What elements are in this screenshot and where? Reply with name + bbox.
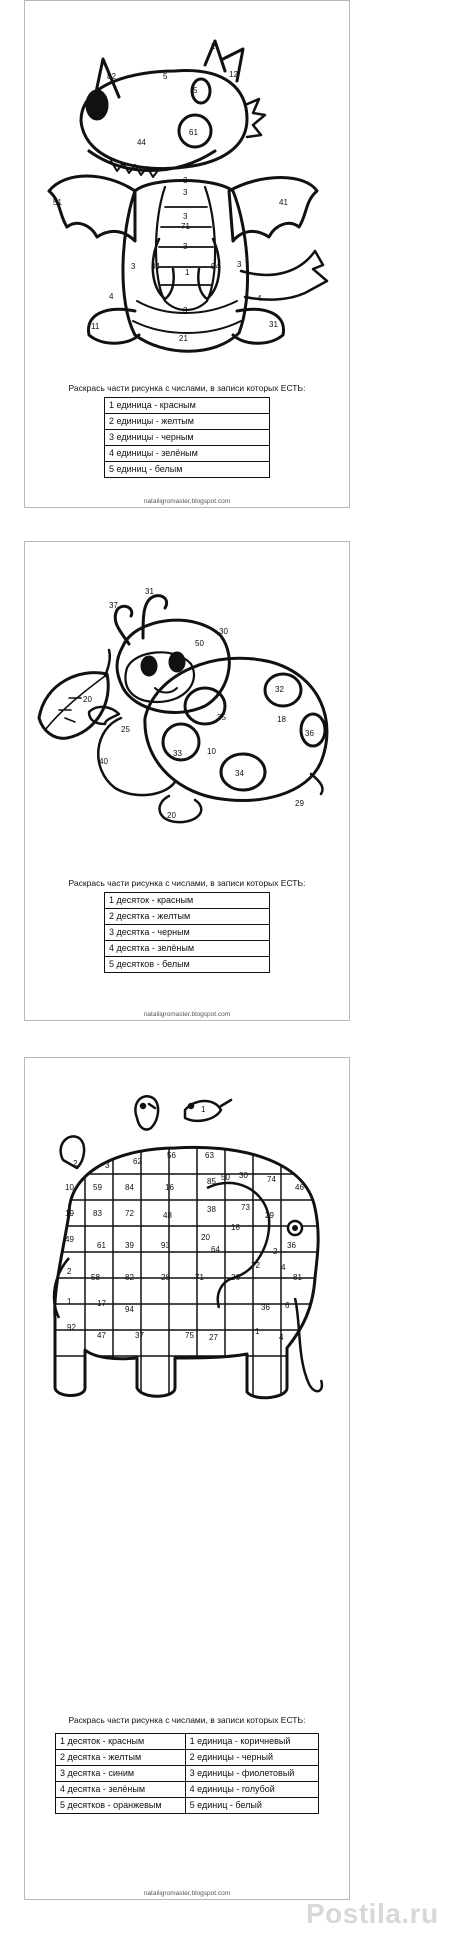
region-number: 92 — [67, 1323, 76, 1332]
region-number: 3 — [237, 260, 242, 269]
elephant-pupil — [292, 1225, 298, 1231]
color-key-row: 2 десятка - желтым — [105, 909, 270, 925]
region-number: 3 — [183, 176, 188, 185]
region-number: 38 — [207, 1205, 216, 1214]
region-number: 34 — [151, 262, 160, 271]
ladybug-body — [98, 718, 175, 795]
region-number: 2 — [73, 1159, 78, 1168]
region-number: 20 — [167, 811, 176, 820]
leaf — [39, 673, 108, 739]
color-key-units: 4 единицы - голубой — [185, 1782, 318, 1798]
watermark-logo: Postila.ru — [306, 1898, 439, 1929]
color-key-units: 1 единица - коричневый — [185, 1734, 318, 1750]
region-number: 51 — [53, 198, 62, 207]
region-number: 3 — [183, 212, 188, 221]
region-number: 56 — [167, 1151, 176, 1160]
region-number: 3 — [183, 242, 188, 251]
region-number: 47 — [97, 1331, 106, 1340]
region-number: 63 — [205, 1151, 214, 1160]
region-number: 1 — [185, 268, 190, 277]
region-number: 4 — [109, 292, 114, 301]
region-number: 26 — [231, 1273, 240, 1282]
region-number: 59 — [93, 1183, 102, 1192]
dragon-drawing — [25, 1, 349, 381]
region-number: 3 — [183, 188, 188, 197]
region-number: 35 — [217, 713, 226, 722]
color-key-row: 4 десятка - зелёным — [105, 941, 270, 957]
region-number: 12 — [229, 70, 238, 79]
region-number: 64 — [211, 1245, 220, 1254]
dragon-head — [81, 71, 247, 169]
region-number: 4 — [281, 1263, 286, 1272]
region-number: 81 — [293, 1273, 302, 1282]
region-number: 32 — [275, 685, 284, 694]
region-number: 31 — [269, 320, 278, 329]
region-number: 93 — [161, 1241, 170, 1250]
region-number: 11 — [91, 322, 100, 331]
region-number: 5 — [193, 86, 198, 95]
region-number: 36 — [305, 729, 314, 738]
color-key-units: 3 единицы - фиолетовый — [185, 1766, 318, 1782]
bird-left — [135, 1096, 158, 1129]
region-number: 37 — [109, 601, 118, 610]
region-number: 18 — [277, 715, 286, 724]
instruction-text: Раскрась части рисунка с числами, в записи которых ЕСТЬ: — [68, 878, 306, 888]
region-number: 5 — [163, 72, 168, 81]
region-number: 16 — [165, 1183, 174, 1192]
color-key-tens: 3 десятка - синим — [56, 1766, 186, 1782]
region-number: 3 — [105, 1161, 110, 1170]
site-footer: nataliigromaster.blogspot.com — [143, 1011, 231, 1018]
region-number: 31 — [145, 587, 154, 596]
region-number: 25 — [121, 725, 130, 734]
color-key-row: 3 единицы - черным — [105, 430, 270, 446]
color-key-row: 5 единиц - белым — [105, 462, 270, 478]
ladybug-eye-right — [170, 653, 184, 671]
region-number: 37 — [135, 1331, 144, 1340]
region-number: 50 — [221, 1173, 230, 1182]
leaf-stem — [105, 650, 110, 676]
color-key-table — [104, 892, 270, 973]
bird-eye — [189, 1104, 193, 1108]
bird-beak — [149, 1104, 155, 1108]
region-number: 83 — [93, 1209, 102, 1218]
color-key-table — [55, 1733, 319, 1814]
color-key-table — [104, 397, 270, 478]
region-number: 72 — [125, 1209, 134, 1218]
region-number: 41 — [279, 198, 288, 207]
region-number: 94 — [211, 262, 220, 271]
region-number: 49 — [65, 1235, 74, 1244]
worksheet-elephant — [24, 1057, 350, 1900]
region-number: 21 — [179, 334, 188, 343]
region-number: 74 — [267, 1175, 276, 1184]
region-number: 72 — [251, 1261, 260, 1270]
color-key-row: 4 единицы - зелёным — [105, 446, 270, 462]
region-number: 44 — [137, 138, 146, 147]
region-number: 71 — [181, 222, 190, 231]
region-number: 28 — [161, 1273, 170, 1282]
region-number: 46 — [295, 1183, 304, 1192]
region-number: 1 — [255, 1327, 260, 1336]
region-number: 4 — [279, 1333, 284, 1342]
color-key-row: 5 десятков - белым — [105, 957, 270, 973]
region-number: 2 — [273, 1247, 278, 1256]
region-number: 27 — [209, 1333, 218, 1342]
ladybug-antenna-right — [143, 596, 167, 638]
region-number: 2 — [67, 1267, 72, 1276]
region-number: 29 — [295, 799, 304, 808]
region-number: 20 — [83, 695, 92, 704]
color-key-units: 2 единицы - черный — [185, 1750, 318, 1766]
region-number: 50 — [195, 639, 204, 648]
region-number: 18 — [231, 1223, 240, 1232]
color-key-tens: 2 десятка - желтым — [56, 1750, 186, 1766]
region-number: 6 — [285, 1301, 290, 1310]
region-number: 94 — [125, 1305, 134, 1314]
region-number: 62 — [133, 1157, 142, 1166]
region-number: 39 — [125, 1241, 134, 1250]
dragon-eye-left — [87, 91, 107, 119]
region-number: 4 — [257, 294, 262, 303]
color-key-row: 2 единицы - желтым — [105, 414, 270, 430]
instruction-text: Раскрась части рисунка с числами, в записи которых ЕСТЬ: — [68, 383, 306, 393]
color-key-row: 1 десяток - красным — [105, 893, 270, 909]
dragon-tail — [241, 251, 327, 300]
region-number: 30 — [219, 627, 228, 636]
instruction-text: Раскрась части рисунка с числами, в записи которых ЕСТЬ: — [68, 1715, 306, 1725]
color-key-row: 1 единица - красным — [105, 398, 270, 414]
color-key-units: 5 единиц - белый — [185, 1798, 318, 1814]
region-number: 10 — [65, 1183, 74, 1192]
region-number: 33 — [173, 749, 182, 758]
region-number: 3 — [183, 306, 188, 315]
region-number: 10 — [207, 747, 216, 756]
ladybug-foot-right — [311, 774, 323, 794]
region-number: 3 — [131, 262, 136, 271]
region-number: 17 — [97, 1299, 106, 1308]
ladybug-eye-left — [142, 657, 156, 675]
region-number: 36 — [287, 1241, 296, 1250]
worksheet-ladybug — [24, 541, 350, 1021]
dragon-wing-right — [229, 178, 317, 242]
color-key-tens: 4 десятка - зелёным — [56, 1782, 186, 1798]
region-number: 2 — [211, 42, 216, 51]
site-footer: nataliigromaster.blogspot.com — [143, 1890, 231, 1897]
bird-eye — [141, 1104, 145, 1108]
region-number: 84 — [125, 1183, 134, 1192]
color-key-tens: 5 десятков - оранжевым — [56, 1798, 186, 1814]
region-number: 58 — [91, 1273, 100, 1282]
region-number: 71 — [195, 1273, 204, 1282]
region-number: 61 — [97, 1241, 106, 1250]
color-key-tens: 1 десяток - красным — [56, 1734, 186, 1750]
region-number: 29 — [265, 1211, 274, 1220]
region-number: 75 — [185, 1331, 194, 1340]
color-key-row: 3 десятка - черным — [105, 925, 270, 941]
region-number: 34 — [235, 769, 244, 778]
region-number: 19 — [65, 1209, 74, 1218]
region-number: 85 — [207, 1177, 216, 1186]
region-number: 20 — [201, 1233, 210, 1242]
elephant-drawing — [25, 1058, 349, 1698]
region-number: 30 — [239, 1171, 248, 1180]
region-number: 82 — [107, 72, 116, 81]
region-number: 36 — [261, 1303, 270, 1312]
region-number: 82 — [125, 1273, 134, 1282]
ladybug-foot — [160, 796, 202, 822]
region-number: 1 — [67, 1297, 72, 1306]
region-number: 61 — [189, 128, 198, 137]
region-number: 40 — [99, 757, 108, 766]
worksheet-dragon — [24, 0, 350, 508]
region-number: 1 — [201, 1105, 206, 1114]
dragon-wing-left — [49, 176, 135, 241]
region-number: 48 — [163, 1211, 172, 1220]
site-footer: nataliigromaster.blogspot.com — [143, 498, 231, 505]
region-number: 73 — [241, 1203, 250, 1212]
ladybug-drawing — [25, 542, 349, 872]
